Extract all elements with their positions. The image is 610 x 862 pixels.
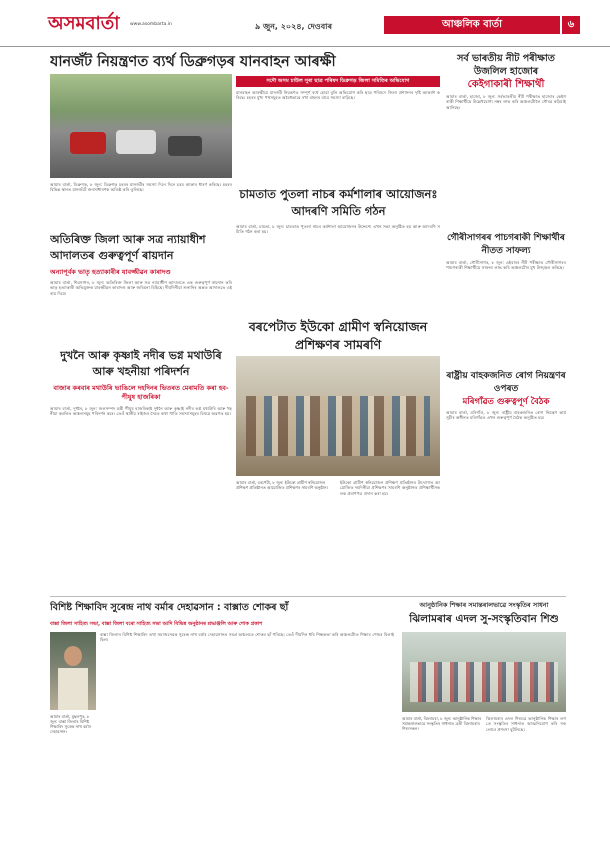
website: www.asombarta.in	[130, 22, 172, 27]
river-body: আমাৰ বাৰ্তা, দুধনৈ, ৮ জুন: জলসম্পদ মন্ত্ৰী পীযুষ হাজৰিকাই দুধনৈ আৰু কৃষ্ণাই নদীৰ ভগ্ন মথাউৰি আৰু খহনীয়া কবলিত অঞ্চলসমূহ পৰিদৰ্শন কৰে। তেওঁ স্থানীয় ৰাইজৰ সৈতে কথা পাতি সমস্যাসমূহৰ বিষয়ে অৱগত হয়।	[50, 406, 232, 417]
section-name: আঞ্চলিক বাৰ্তা	[441, 19, 503, 30]
neet-headline: সৰ্ব ভাৰতীয় নীট পৰীক্ষাত উজলিল হাজোৰ	[457, 53, 555, 77]
page-number: ৬	[562, 16, 580, 34]
adm-headline: অতিৰিক্ত জিলা আৰু সত্ৰ ন্যায়াধীশ আদালতৰ গুৰুত্বপূৰ্ণ ৰায়দান	[50, 233, 206, 262]
lead-photo	[50, 74, 232, 178]
uco-photo	[236, 356, 440, 476]
date-line: ৯ জুন, ২০২৪, দেওবাৰ	[255, 22, 332, 31]
school-headline: ঝিলামৰাৰ এদল সু-সংস্কৃতিবান শিশু	[409, 613, 559, 625]
obit-headline: বিশিষ্ট শিক্ষাবিদ সুৰেন্দ্ৰ নাথ বৰ্মাৰ দেহাৱসান : বাক্সাত শোকৰ ছাঁ	[50, 602, 289, 613]
vector-headline-2: মৰিগাঁৱত গুৰুত্বপূৰ্ণ বৈঠক	[462, 397, 550, 407]
lead-kicker: সদৌ অসম চাউল সুৰা ছাত্ৰ পৰিষদ ডিব্ৰুগড় জিলা সমিতিৰ অভিযোগ	[236, 76, 440, 87]
uco-caption: আমাৰ বাৰ্তা, বৰপেটা, ৮ জুন: ইউকো গ্ৰামীণ স্বনিয়োজন প্ৰশিক্ষণ প্ৰতিষ্ঠানত আয়োজিত প্ৰশিক্ষণৰ সামৰণি অনুষ্ঠান।	[236, 480, 328, 490]
uco-headline: বৰপেটাত ইউকো গ্ৰামীণ স্বনিয়োজন প্ৰশিক্ষণৰ সামৰণি	[248, 319, 428, 352]
school-caption: আমাৰ বাৰ্তা, ঝিলামৰা, ৮ জুন: আনুষ্ঠানিক শিক্ষাৰ সমান্তৰালভাৱে সংস্কৃতিৰ সাধনাত ব্ৰতী ঝিলামৰাৰ শিশুসকল।	[402, 716, 482, 731]
adm-kicker: অন্যাপূৰ্বক ভাতৃ হত্যাকাৰীৰ যাবজ্জীৱন কাৰাদণ্ড	[50, 268, 171, 276]
lead-body-right: যানবাহন আৰক্ষীয়ে যানজঁট নিয়ন্ত্ৰণত সম্পূৰ্ণ ব্যৰ্থ হোৱা বুলি অভিযোগ কৰি ছাত্ৰ পৰিষদে জিলা প্ৰশাসনৰ দৃষ্টি আকৰ্ষণ কৰিছে। চহৰৰ মুখ্য পথসমূহত অবৈধভাৱে ৰখা বাহনৰ বাবে সমস্যা বাঢ়িছে।	[236, 90, 440, 101]
school-body: ঝিলামৰাৰ এদল শিশুৱে আনুষ্ঠানিক শিক্ষাৰ লগতে সংস্কৃতিৰ সাধনাত আত্মনিয়োগ কৰি সকলোৰে প্ৰশংসা বুটলিছে।	[486, 716, 566, 732]
obit-kicker: বাক্সা জিলা সাহিত্য সভা, বাক্সা জিলা বৰো সাহিত্য সভা আদি বিভিন্ন অনুষ্ঠানৰ শ্ৰদ্ধাঞ্জলি আৰু শোক প্ৰকাশ	[50, 621, 263, 627]
gaurisagar-headline: গৌৰীসাগৰৰ পাচগৰাকী শিক্ষাৰ্থীৰ নীতত সাফল্য	[447, 233, 565, 256]
river-kicker: বাজাৰ কৰবাৰ মথাউৰি ভাঙিলে দহদিনৰ ভিতৰত মেৰামতি কৰা হব-পীযুষ হাজৰিকা	[53, 384, 229, 401]
puppet-body: আমাৰ বাৰ্তা, চামতা, ৮ জুন: চামতাত পুতলা নাচৰ কৰ্মশালা আয়োজনৰ উদ্দেশ্যে এখন সভা অনুষ্ঠিত হয় আৰু আদৰণি সমিতি গঠন কৰা হয়।	[236, 224, 440, 235]
puppet-headline: চামতাত পুতলা নাচৰ কৰ্মশালাৰ আয়োজনঃ আদৰণি সমিতি গঠন	[239, 187, 438, 218]
logo: অসমবাৰ্তা	[48, 13, 120, 34]
lead-headline: যানজঁট নিয়ন্ত্ৰণত ব্যৰ্থ ডিব্ৰুগড়ৰ যানবাহন আৰক্ষী	[50, 54, 336, 70]
gaurisagar-body: আমাৰ বাৰ্তা, গৌৰীসাগৰ, ৮ জুন: এইবাৰৰ নীট পৰীক্ষাত গৌৰীসাগৰৰ পাচগৰাকী শিক্ষাৰ্থীয়ে সাফল্য লাভ কৰি অঞ্চলটোৰ মুখ উজ্জ্বল কৰিছে।	[446, 260, 566, 271]
section-divider	[50, 596, 566, 597]
obit-caption: আমাৰ বাৰ্তা, মুছলপুৰ, ৮ জুন: বাক্সা জিলাৰ বিশিষ্ট শিক্ষাবিদ সুৰেন্দ্ৰ নাথ বৰ্মাৰ দেহাৱসান।	[50, 714, 91, 734]
obit-photo	[50, 632, 96, 710]
uco-body: ইউকো গ্ৰামীণ স্বনিয়োজন প্ৰশিক্ষণ প্ৰতিষ্ঠানৰ উদ্যোগত আয়োজিত দহদিনীয়া প্ৰশিক্ষণৰ সামৰণি অনুষ্ঠানত প্ৰশিক্ষাৰ্থীসকলক প্ৰমাণপত্ৰ প্ৰদান কৰা হয়।	[340, 480, 440, 496]
section-label	[384, 16, 560, 34]
adm-body: আমাৰ বাৰ্তা, শিৱসাগৰ, ৮ জুন: অতিৰিক্ত জিলা আৰু সত্ৰ ন্যায়াধীশ আদালতে এক গুৰুত্বপূৰ্ণ ৰায়দান কৰি ভাতৃ হত্যাকাৰী অভিযুক্তক যাবজ্জীৱন কাৰাদণ্ড আৰু জৰিমনা বিহিছে। দীৰ্ঘদিনীয়া শুনানিৰ অন্তত আদালতে এই ৰায় দিয়ে।	[50, 280, 232, 296]
obit-body: বাক্সা জিলাৰ বিশিষ্ট শিক্ষাবিদ তথা সমাজসেৱক সুৰেন্দ্ৰ নাথ বৰ্মাৰ দেহাৱসানত সমগ্ৰ অঞ্চলতে শোকৰ ছাঁ পৰিছে। তেওঁ দীৰ্ঘদিন ধৰি শিক্ষকতা কৰি অঞ্চলটোত শিক্ষাৰ পোহৰ বিলাইছিল।	[100, 632, 394, 643]
river-headline: দুখনৈ আৰু কৃষ্ণাই নদীৰ ভগ্ন মথাউৰি আৰু খহনীয়া পৰিদৰ্শন	[60, 349, 222, 378]
masthead	[0, 0, 610, 47]
neet-body: আমাৰ বাৰ্তা, হাজো, ৮ জুন: সৰ্বভাৰতীয় নীট পৰীক্ষাত হাজোৰ কেইগৰাকী শিক্ষাৰ্থীয়ে উল্লেখযোগ্য নম্বৰ লাভ কৰি অঞ্চলটোলৈ গৌৰৱ কঢ়িয়াই আনিছে।	[446, 94, 566, 110]
vector-headline: ৰাষ্ট্ৰীয় বাহকজনিত ৰোগ নিয়ন্ত্ৰণৰ ওপৰত	[446, 371, 566, 394]
neet-headline-2: কেইগাকাৰী শিক্ষাৰ্থী	[467, 79, 545, 90]
school-kicker: আনুষ্ঠানিক শিক্ষাৰ সমান্তৰালভাৱে সংস্কৃতিৰ সাধনা	[419, 601, 549, 609]
vector-body: আমাৰ বাৰ্তা, মৰিগাঁও, ৮ জুন: ৰাষ্ট্ৰীয় বাহকজনিত ৰোগ নিয়ন্ত্ৰণ কাৰ্যসূচীৰ অধীনত মৰিগাঁৱত এখন গুৰুত্বপূৰ্ণ বৈঠক অনুষ্ঠিত হয়।	[446, 410, 566, 421]
lead-body-left: আমাৰ বাৰ্তা, ডিব্ৰুগড়, ৮ জুন: ডিব্ৰুগড় চহৰৰ যানজঁটৰ সমস্যা দিনে দিনে চৰম আকাৰ ধাৰণ কৰিছে। চহৰৰ বিভিন্ন স্থানত যানজঁটে জনসাধাৰণক অতিষ্ঠ কৰি তুলিছে।	[50, 182, 232, 193]
school-photo	[402, 632, 566, 712]
